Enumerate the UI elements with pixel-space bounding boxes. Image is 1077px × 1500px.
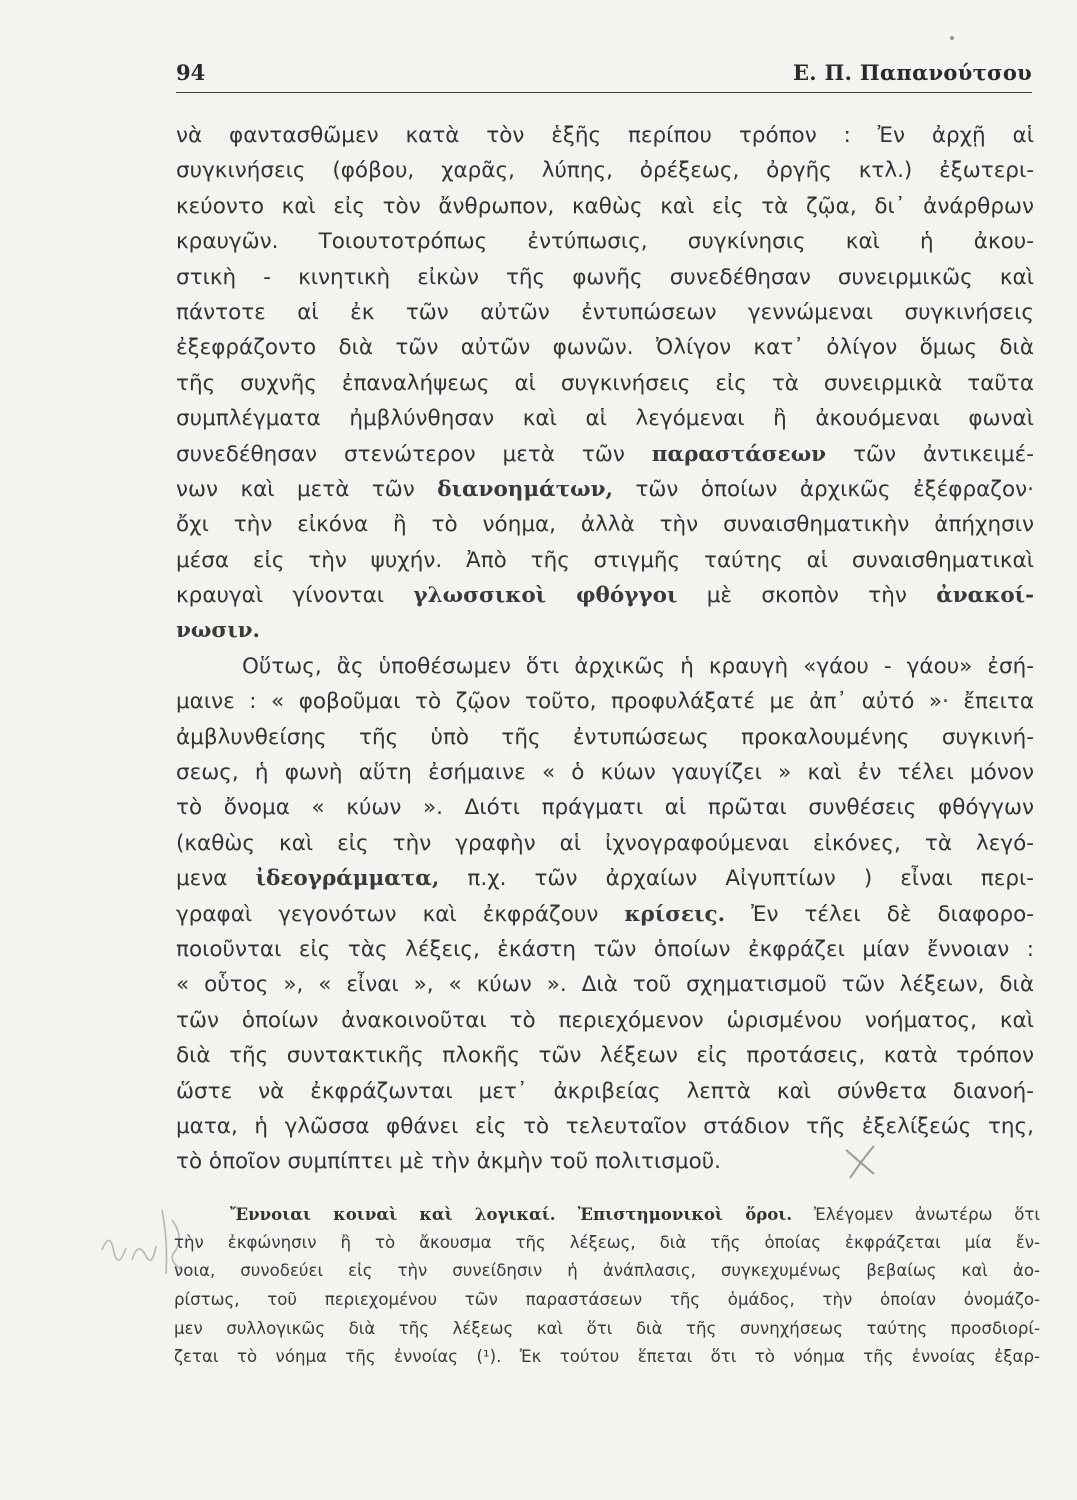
text-line: πάντοτε αἱ ἐκ τῶν αὐτῶν ἐντυπώσεων γεννώμεναι συγκινήσεις bbox=[176, 299, 1034, 325]
text-span: κραυγαὶ γίνονται bbox=[176, 583, 385, 609]
page-number: 94 bbox=[176, 60, 206, 85]
note-line: ζεται τὸ νόημα τῆς ἐννοίας (¹). Ἐκ τούτου ἕπεται ὅτι τὸ νόημα τῆς ἐννοίας ἐξαρ- bbox=[174, 1347, 1040, 1367]
text-line: τῆς συχνῆς ἐπαναλήψεως αἱ συγκινήσεις εἰς τὰ συνειρμικὰ ταῦτα bbox=[176, 370, 1034, 396]
note-line: ρίστως, τοῦ περιεχομένου τῶν παραστάσεων τῆς ὁμάδος, τὴν ὁποίαν ὀνομάζο- bbox=[174, 1290, 1040, 1310]
text-line: νὰ φαντασθῶμεν κατὰ τὸν ἑξῆς περίπου τρόπον : Ἐν ἀρχῇ αἱ bbox=[176, 123, 1034, 148]
text-line: Οὕτως, ἂς ὑποθέσωμεν ὅτι ἀρχικῶς ἡ κραυγὴ «γάου - γάου» ἐσή- bbox=[242, 653, 1034, 679]
text-span: Ἐλέγομεν ἀνωτέρω ὅτι bbox=[813, 1205, 1040, 1224]
text-line bbox=[176, 578, 1034, 613]
text-line bbox=[176, 472, 1034, 507]
text-line: ποιοῦνται εἰς τὰς λέξεις, ἑκάστη τῶν ὁποίων ἐκφράζει μίαν ἔννοιαν : bbox=[176, 936, 1034, 962]
text-line: τῶν ὁποίων ἀνακοινοῦται τὸ περιεχόμενον ὡρισμένου νοήματος, καὶ bbox=[176, 1007, 1034, 1033]
text-line: ματα, ἡ γλῶσσα φθάνει εἰς τὸ τελευταῖον στάδιον τῆς ἐξελίξεώς της, bbox=[176, 1113, 1034, 1139]
text-line bbox=[176, 897, 1034, 932]
note-line bbox=[230, 1200, 1040, 1229]
note-heading: Ἔννοιαι κοιναὶ καὶ λογικαί. Ἐπιστημονικοὶ ὅροι. bbox=[230, 1204, 793, 1224]
text-line: ὄχι τὴν εἰκόνα ἢ τὸ νόημα, ἀλλὰ τὴν συναισθηματικὴν ἀπήχησιν bbox=[176, 512, 1034, 538]
text-span: Ἐν τέλει δὲ διαφορο- bbox=[751, 901, 1035, 927]
emphasis-term: νωσιν. bbox=[176, 618, 261, 644]
emphasis-term: κρίσεις. bbox=[624, 901, 726, 927]
text-line: διὰ τῆς συντακτικῆς πλοκῆς τῶν λέξεων εἰς προτάσεις, κατὰ τρόπον bbox=[176, 1043, 1034, 1069]
text-span: γραφαὶ γεγονότων καὶ ἐκφράζουν bbox=[176, 901, 599, 927]
text-line: μέσα εἰς τὴν ψυχήν. Ἀπὸ τῆς στιγμῆς ταύτης αἱ συναισθηματικαὶ bbox=[176, 547, 1034, 573]
text-line: μαινε : « φοβοῦμαι τὸ ζῷον τοῦτο, προφυλάξατέ με ἀπ᾽ αὐτό »· ἔπειτα bbox=[176, 689, 1034, 715]
text-span: μενα bbox=[176, 866, 228, 892]
text-span: τῶν ἀντικειμέ- bbox=[853, 441, 1034, 467]
text-line: συμπλέγματα ἠμβλύνθησαν καὶ αἱ λεγόμεναι ἢ ἀκουόμεναι φωναὶ bbox=[176, 406, 1034, 432]
text-line: τὸ ὁποῖον συμπίπτει μὲ τὴν ἀκμὴν τοῦ πολιτισμοῦ. bbox=[176, 1149, 722, 1175]
text-line bbox=[176, 437, 1034, 472]
note-line: μεν συλλογικῶς διὰ τῆς λέξεως καὶ ὅτι διὰ τῆς συνηχήσεως ταύτης προσδιορί- bbox=[174, 1318, 1040, 1338]
body-text bbox=[176, 118, 1034, 1180]
text-line: συγκινήσεις (φόβου, χαρᾶς, λύπης, ὀρέξεως, ὀργῆς κτλ.) ἐξωτερι- bbox=[176, 158, 1034, 184]
emphasis-term: διανοημάτων, bbox=[437, 476, 614, 502]
text-span: συνεδέθησαν στενώτερον μετὰ τῶν bbox=[176, 441, 625, 467]
text-span: π.χ. τῶν ἀρχαίων Αἰγυπτίων ) εἶναι περι- bbox=[467, 866, 1034, 892]
emphasis-term: ἀνακοί- bbox=[936, 583, 1034, 609]
text-span: τῶν ὁποίων ἀρχικῶς ἐξέφραζον· bbox=[635, 476, 1034, 502]
pencil-x-mark bbox=[838, 1140, 882, 1184]
emphasis-term: γλωσσικοὶ φθόγγοι bbox=[413, 583, 678, 609]
running-head-author: Ε. Π. Παπανούτσου bbox=[792, 60, 1032, 85]
emphasis-term: παραστάσεων bbox=[651, 441, 827, 467]
text-line: στικὴ - κινητικὴ εἰκὼν τῆς φωνῆς συνεδέθησαν συνειρμικῶς καὶ bbox=[176, 264, 1034, 290]
note-line: τὴν ἐκφώνησιν ἢ τὸ ἄκουσμα τῆς λέξεως, διὰ τῆς ὁποίας ἐκφράζεται μία ἔν- bbox=[174, 1232, 1040, 1252]
footnote-section bbox=[174, 1200, 1040, 1372]
scan-speck bbox=[950, 36, 954, 40]
text-line bbox=[176, 613, 1034, 648]
text-line: τὸ ὄνομα « κύων ». Διότι πράγματι αἱ πρῶται συνθέσεις φθόγγων bbox=[176, 795, 1034, 821]
text-line: (καθὼς καὶ εἰς τὴν γραφὴν αἱ ἰχνογραφούμεναι εἰκόνες, τὰ λεγό- bbox=[176, 830, 1034, 856]
text-span: νων καὶ μετὰ τῶν bbox=[176, 476, 415, 502]
page-header bbox=[176, 56, 1032, 93]
text-line: κραυγῶν. Τοιουτοτρόπως ἐντύπωσις, συγκίνησις καὶ ἡ ἀκου- bbox=[176, 229, 1034, 255]
text-line: κεύοντο καὶ εἰς τὸν ἄνθρωπον, καθὼς καὶ εἰς τὰ ζῷα, δι᾽ ἀνάρθρων bbox=[176, 193, 1034, 219]
text-line: ἀμβλυνθείσης τῆς ὑπὸ τῆς ἐντυπώσεως προκαλουμένης συγκινή- bbox=[176, 724, 1034, 750]
text-line bbox=[176, 861, 1034, 896]
text-line: ἐξεφράζοντο διὰ τῶν αὐτῶν φωνῶν. Ὀλίγον κατ᾽ ὀλίγον ὅμως διὰ bbox=[176, 335, 1034, 361]
text-line: ὥστε νὰ ἐκφράζωνται μετ᾽ ἀκριβείας λεπτὰ καὶ σύνθετα διανοή- bbox=[176, 1078, 1034, 1104]
text-line: σεως, ἡ φωνὴ αὕτη ἐσήμαινε « ὁ κύων γαυγίζει » καὶ ἐν τέλει μόνον bbox=[176, 760, 1034, 786]
text-line: « οὗτος », « εἶναι », « κύων ». Διὰ τοῦ σχηματισμοῦ τῶν λέξεων, διὰ bbox=[176, 972, 1034, 998]
emphasis-term: ἰδεογράμματα, bbox=[255, 866, 440, 892]
note-line: νοια, συνοδεύει εἰς τὴν συνείδησιν ἡ ἀνάπλασις, συγκεχυμένως βεβαίως καὶ ἀο- bbox=[174, 1261, 1040, 1281]
text-span: μὲ σκοπὸν τὴν bbox=[706, 583, 907, 609]
